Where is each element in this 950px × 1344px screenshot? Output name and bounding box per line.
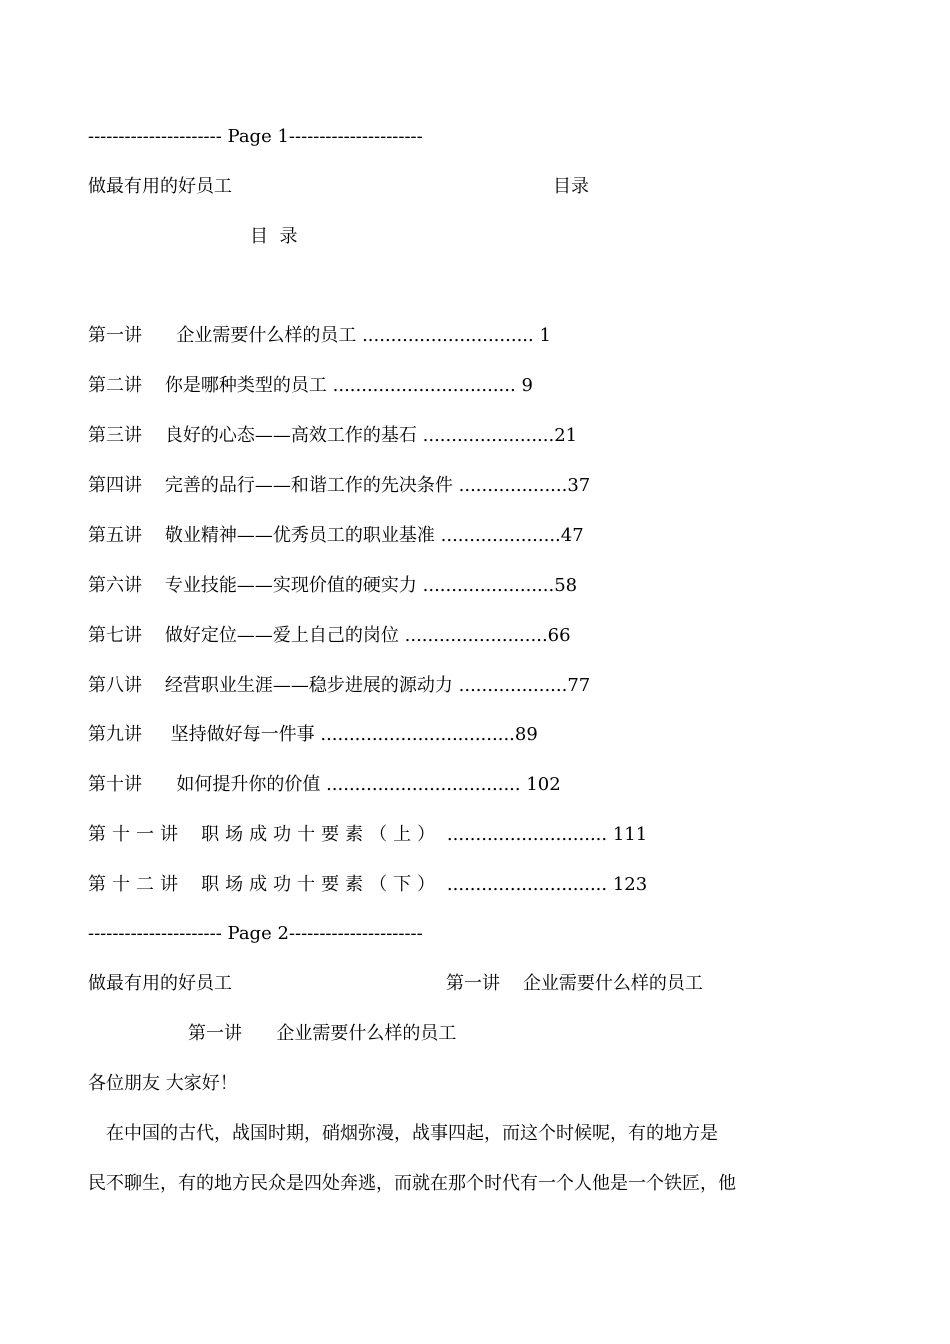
toc-dots: ..................................: [320, 724, 515, 745]
toc-title-text: 做好定位——爱上自己的岗位: [164, 625, 399, 646]
toc-page: 58: [554, 575, 578, 596]
chapter-heading: 第一讲 企业需要什么样的员工: [188, 1023, 457, 1044]
toc-chapter: 第九讲: [88, 724, 142, 745]
toc-page: 9: [521, 375, 533, 396]
toc-entry[interactable]: [88, 624, 571, 648]
toc-title-text: 完善的品行——和谐工作的先决条件: [164, 475, 453, 496]
toc-page: 37: [567, 475, 591, 496]
toc-dots: ..............................: [362, 325, 534, 346]
toc-entry[interactable]: [88, 773, 561, 797]
page1-header-left: 做最有用的好员工: [88, 176, 232, 197]
paragraph-line: 民不聊生，有的地方民众是四处奔逃，而就在那个时代有一个人他是一个铁匠，他: [88, 1173, 736, 1194]
toc-title-text: 专业技能——实现价值的硬实力: [164, 575, 417, 596]
toc-chapter: 第八讲: [88, 675, 142, 696]
toc-title-text: 职场成功十要素（上）: [201, 824, 442, 845]
toc-entry[interactable]: [88, 324, 551, 348]
page2-separator: ---------------------- Page 2----------------------: [88, 923, 423, 944]
toc-dots: ..................................: [326, 774, 521, 795]
toc-dots: .........................: [404, 625, 548, 646]
toc-entry[interactable]: [88, 723, 538, 747]
toc-title-text: 经营职业生涯——稳步进展的源动力: [164, 675, 453, 696]
page2-header-left: 做最有用的好员工: [88, 973, 232, 994]
toc-entry[interactable]: [88, 823, 647, 847]
toc-title-text: 你是哪种类型的员工: [164, 375, 327, 396]
toc-dots: ...................: [458, 475, 568, 496]
toc-dots: ............................: [446, 824, 608, 845]
toc-page: 47: [560, 525, 584, 546]
toc-page: 111: [612, 824, 648, 845]
page1-header-right: 目录: [553, 176, 589, 197]
paragraph-line: 在中国的古代，战国时期，硝烟弥漫，战事四起，而这个时候呢，有的地方是: [106, 1123, 718, 1144]
toc-title: 目 录: [250, 226, 298, 247]
page1-separator: ---------------------- Page 1----------------------: [88, 126, 423, 147]
toc-page: 77: [567, 675, 591, 696]
toc-title-text: 敬业精神——优秀员工的职业基准: [164, 525, 435, 546]
toc-page: 123: [612, 874, 648, 895]
toc-title-text: 企业需要什么样的员工: [176, 325, 357, 346]
toc-page: 66: [547, 625, 571, 646]
toc-chapter: 第二讲: [88, 375, 142, 396]
toc-chapter: 第七讲: [88, 625, 142, 646]
toc-page: 89: [514, 724, 538, 745]
toc-entry[interactable]: [88, 574, 577, 598]
toc-entry[interactable]: [88, 374, 533, 398]
toc-entry[interactable]: [88, 524, 584, 548]
toc-title-text: 职场成功十要素（下）: [201, 874, 442, 895]
toc-dots: ................................: [332, 375, 516, 396]
greeting: 各位朋友 大家好！: [88, 1073, 238, 1094]
toc-chapter: 第十二讲: [88, 874, 184, 895]
toc-chapter: 第五讲: [88, 525, 142, 546]
toc-title-text: 良好的心态——高效工作的基石: [164, 425, 417, 446]
toc-title-text: 坚持做好每一件事: [170, 724, 315, 745]
toc-dots: ............................: [446, 874, 608, 895]
toc-dots: .....................: [440, 525, 561, 546]
toc-chapter: 第三讲: [88, 425, 142, 446]
toc-chapter: 第六讲: [88, 575, 142, 596]
toc-chapter: 第十一讲: [88, 824, 184, 845]
toc-dots: .......................: [422, 425, 555, 446]
toc-dots: .......................: [422, 575, 555, 596]
toc-entry[interactable]: [88, 474, 590, 498]
toc-chapter: 第十讲: [88, 774, 142, 795]
page2-header-right: 第一讲 企业需要什么样的员工: [446, 973, 703, 994]
toc-title-text: 如何提升你的价值: [176, 774, 321, 795]
toc-page: 21: [554, 425, 578, 446]
toc-page: 102: [526, 774, 561, 795]
toc-page: 1: [539, 325, 551, 346]
toc-dots: ...................: [458, 675, 568, 696]
toc-chapter: 第一讲: [88, 325, 142, 346]
toc-entry[interactable]: [88, 674, 590, 698]
toc-entry[interactable]: [88, 873, 647, 897]
toc-entry[interactable]: [88, 424, 577, 448]
toc-chapter: 第四讲: [88, 475, 142, 496]
